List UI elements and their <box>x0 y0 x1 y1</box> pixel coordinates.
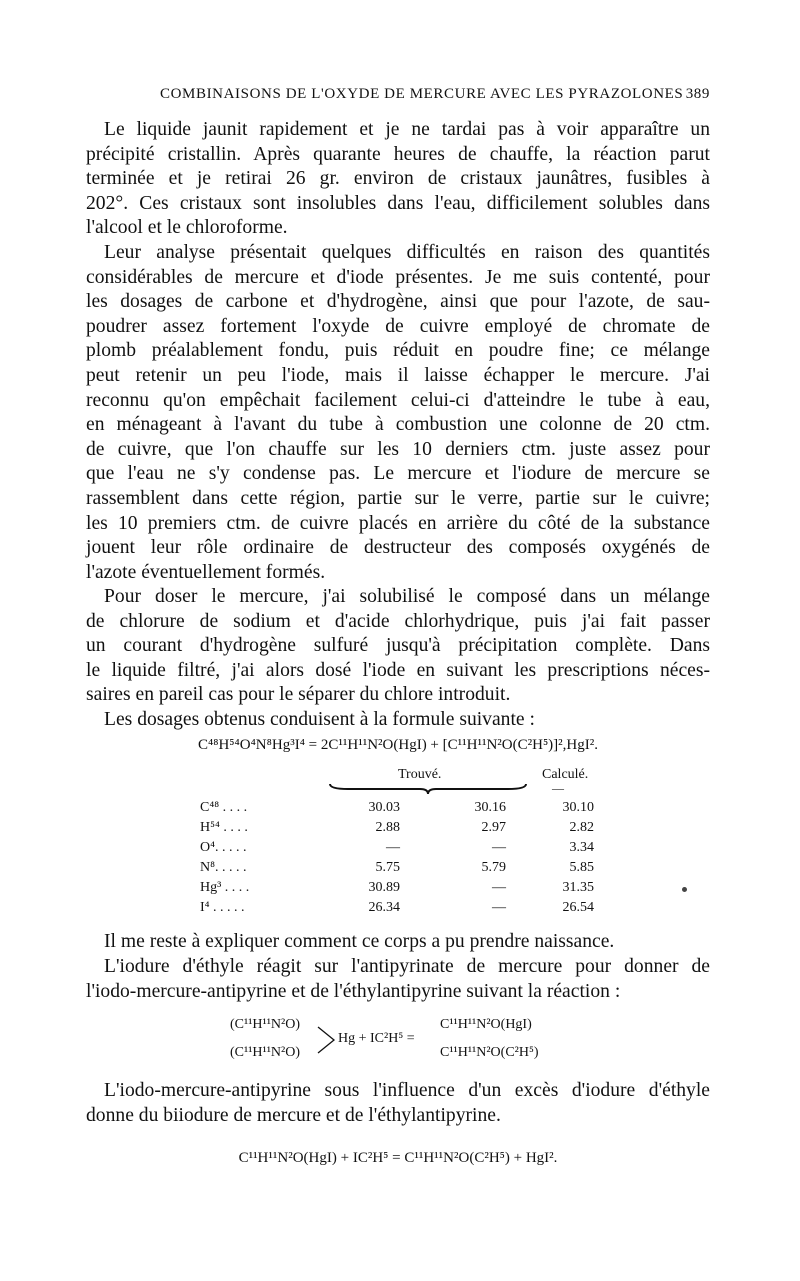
paragraph-6 <box>86 955 710 1004</box>
found-1-cell: 2.88 <box>375 820 400 835</box>
calc-rule: — <box>552 781 564 795</box>
text-line: le liquide filtré, j'ai alors dosé l'iode en suivant les prescriptions néces- <box>86 659 710 681</box>
text-line: Le liquide jaunit rapidement et je ne tardai pas à voir apparaître un <box>104 119 710 140</box>
reaction-bracket-icon <box>230 1013 350 1069</box>
text-line: que l'eau ne s'y condense pas. Le mercure et l'iodure de mercure se <box>86 463 710 485</box>
product-bottom: C¹¹H¹¹N²O(C²H⁵) <box>440 1045 539 1060</box>
calculated-cell: 3.34 <box>569 840 594 855</box>
text-line: Il me reste à expliquer comment ce corps a pu prendre naissance. <box>104 931 615 952</box>
found-2-cell: 5.79 <box>481 860 506 875</box>
calculated-cell: 31.35 <box>562 880 594 895</box>
calculated-cell: 26.54 <box>562 900 594 915</box>
paragraph-4 <box>86 708 710 733</box>
text-line: poudrer assez fortement l'oxyde de cuivre employé de chromate de <box>86 315 710 337</box>
found-1-cell: 30.03 <box>368 800 400 815</box>
paragraph-2 <box>86 241 710 585</box>
table-row <box>200 800 620 820</box>
element-cell: N⁸. . . . . <box>200 860 247 875</box>
found-1-cell: 26.34 <box>368 900 400 915</box>
calculated-cell: 2.82 <box>569 820 594 835</box>
reaction-scheme <box>230 1013 570 1069</box>
calculated-cell: 5.85 <box>569 860 594 875</box>
element-cell: C⁴⁸ . . . . <box>200 800 248 815</box>
table-row <box>200 880 620 900</box>
reaction-middle: Hg + IC²H⁵ = <box>338 1031 415 1046</box>
element-cell: I⁴ . . . . . <box>200 900 245 915</box>
text-line: un courant d'hydrogène sulfuré jusqu'à précipitation complète. Dans <box>86 635 710 657</box>
found-2-cell: — <box>492 900 506 915</box>
text-line: les dosages de carbone et d'hydrogène, ainsi que pour l'azote, de sau- <box>86 291 710 313</box>
text-line: jouent leur rôle ordinaire de destructeur des composés oxygénés de <box>86 537 710 559</box>
table-row <box>200 840 620 860</box>
found-2-cell: — <box>492 840 506 855</box>
product-top: C¹¹H¹¹N²O(HgI) <box>440 1017 532 1032</box>
text-line: Les dosages obtenus conduisent à la formule suivante : <box>104 709 535 730</box>
table-row <box>200 820 620 840</box>
text-line: l'azote éventuellement formés. <box>86 561 326 583</box>
text-line: saires en pareil cas pour le séparer du chlore introduit. <box>86 684 511 706</box>
brace-icon <box>328 782 528 796</box>
text-line: L'iodo-mercure-antipyrine sous l'influence d'un excès d'iodure d'éthyle <box>104 1080 710 1101</box>
text-line: L'iodure d'éthyle réagit sur l'antipyrinate de mercure pour donner de <box>104 956 710 977</box>
text-line: donne du biiodure de mercure et de l'éthylantipyrine. <box>86 1104 501 1126</box>
header-found: Trouvé. <box>398 767 442 782</box>
found-2-cell: — <box>492 880 506 895</box>
text-line: de chlorure de sodium et d'acide chlorhydrique, puis j'ai fait passer <box>86 610 710 632</box>
text-line: 202°. Ces cristaux sont insolubles dans l'eau, difficilement solubles dans <box>86 192 710 214</box>
found-2-cell: 2.97 <box>481 820 506 835</box>
found-1-cell: 5.75 <box>375 860 400 875</box>
text-line: en ménageant à l'avant du tube à combustion une colonne de 20 ctm. <box>86 414 710 436</box>
paragraph-1 <box>86 118 710 241</box>
print-speck <box>682 887 687 892</box>
text-line: Leur analyse présentait quelques difficultés en raison des quantités <box>104 242 710 263</box>
paragraph-7 <box>86 1079 710 1128</box>
text-line: les 10 premiers ctm. de cuivre placés en arrière du côté de la substance <box>86 512 710 534</box>
table-row <box>200 860 620 880</box>
text-line: précipité cristallin. Après quarante heures de chauffe, la réaction parut <box>86 143 710 165</box>
text-line: l'iodo-mercure-antipyrine et de l'éthylantipyrine suivant la réaction : <box>86 980 621 1002</box>
formula-composition: C⁴⁸H⁵⁴O⁴N⁸Hg³I⁴ = 2C¹¹H¹¹N²O(HgI) + [C¹¹H¹¹N²O(C²H⁵)]²,HgI². <box>197 737 598 753</box>
text-line: rassemblent dans cette région, partie sur le verre, partie sur le cuivre; <box>86 487 710 509</box>
paragraph-3 <box>86 585 710 708</box>
formula-reaction: C¹¹H¹¹N²O(HgI) + IC²H⁵ = C¹¹H¹¹N²O(C²H⁵) + HgI². <box>238 1150 558 1166</box>
header-calculated: Calculé. <box>542 767 589 782</box>
text-line: considérables de mercure et d'iode présentes. Je me suis contenté, pour <box>86 266 710 288</box>
found-2-cell: 30.16 <box>474 800 506 815</box>
table-row <box>200 900 620 920</box>
text-line: reconnu qu'on empêchait facilement celui-ci d'atteindre le tube à eau, <box>86 389 710 411</box>
calculated-cell: 30.10 <box>562 800 594 815</box>
text-line: terminée et je retirai 26 gr. environ de cristaux jaunâtres, fusibles à <box>86 168 710 190</box>
text-line: plomb préalablement fondu, puis réduit en poudre fine; ce mélange <box>86 340 710 362</box>
text-line: l'alcool et le chloroforme. <box>86 217 288 239</box>
text-line: Pour doser le mercure, j'ai solubilisé le composé dans un mélange <box>104 586 710 607</box>
element-cell: O⁴. . . . . <box>200 840 247 855</box>
found-1-cell: — <box>386 840 400 855</box>
text-line: peut retenir un peu l'iode, mais il laisse échapper le mercure. J'ai <box>86 364 710 386</box>
text-line: de cuivre, que l'on chauffe sur les 10 derniers ctm. juste assez pour <box>86 438 710 460</box>
paragraph-5 <box>86 930 710 955</box>
reactant-bottom: (C¹¹H¹¹N²O) <box>230 1045 300 1060</box>
element-cell: Hg³ . . . . <box>200 880 250 895</box>
found-1-cell: 30.89 <box>368 880 400 895</box>
element-cell: H⁵⁴ . . . . <box>200 820 248 835</box>
running-title: COMBINAISONS DE L'OXYDE DE MERCURE AVEC LES PYRAZOLONES <box>160 86 684 102</box>
page-number: 389 <box>685 86 710 102</box>
reactant-top: (C¹¹H¹¹N²O) <box>230 1017 300 1032</box>
